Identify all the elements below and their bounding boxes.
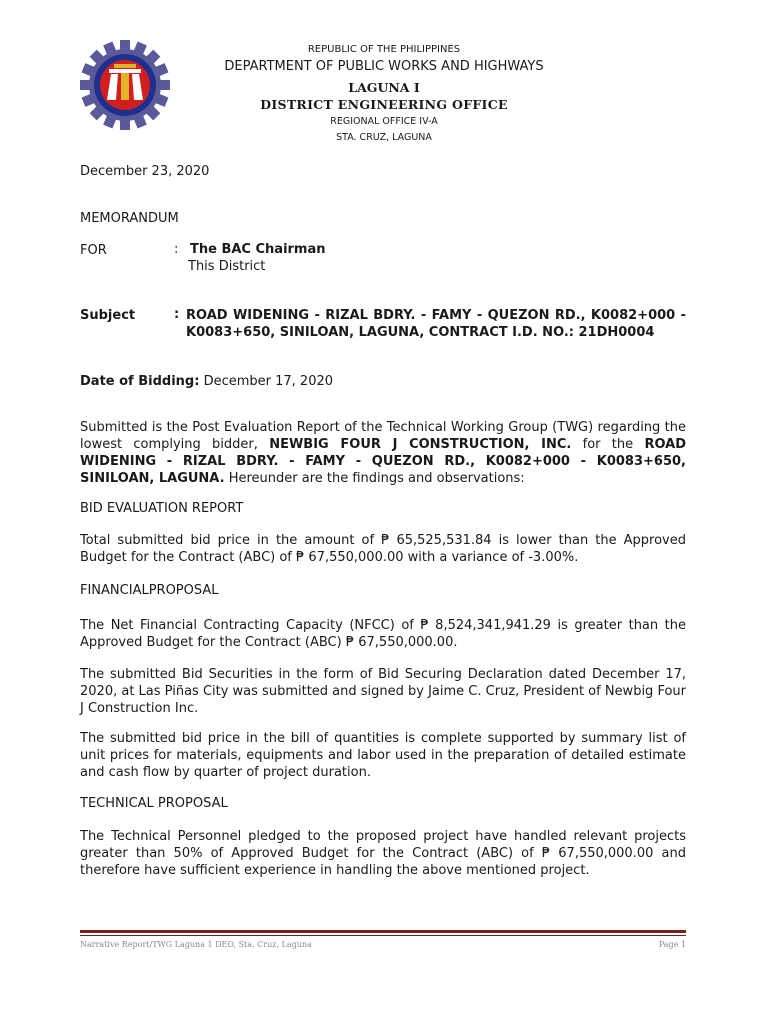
memo-for-value: The BAC Chairman: [190, 242, 326, 257]
header-office: DISTRICT ENGINEERING OFFICE: [260, 97, 508, 112]
header-district-name: LAGUNA I: [348, 80, 420, 95]
bidding-label: Date of Bidding:: [80, 374, 200, 389]
paragraph-nfcc: The Net Financial Contracting Capacity (NFCC) of ₱ 8,524,341,941.29 is greater than the Approved Budget for the Contract (ABC) ₱ 67,550,000.00.: [80, 618, 686, 650]
memo-for-value-2: This District: [188, 259, 266, 274]
paragraph-technical-personnel: The Technical Personnel pledged to the proposed project have handled relevant projects greater than 50% of Approved Budget for the Contract (ABC) of ₱ 67,550,000.00 and therefore have sufficient experience in handling the above mentioned project.: [80, 829, 686, 878]
memo-for-colon: :: [174, 242, 179, 257]
memo-date: December 23, 2020: [80, 164, 210, 179]
intro-text-3: Hereunder are the findings and observations:: [228, 471, 525, 486]
header-regional-office: REGIONAL OFFICE IV-A: [330, 116, 438, 127]
header-location: STA. CRUZ, LAGUNA: [336, 132, 432, 143]
section-heading-technical: TECHNICAL PROPOSAL: [80, 796, 228, 811]
footer-page-number: Page 1: [658, 940, 686, 949]
intro-paragraph: [80, 419, 686, 487]
section-heading-bid-evaluation: BID EVALUATION REPORT: [80, 501, 244, 516]
header-republic: REPUBLIC OF THE PHILIPPINES: [307, 44, 461, 55]
header-department: DEPARTMENT OF PUBLIC WORKS AND HIGHWAYS: [224, 59, 544, 74]
section-heading-financial: FINANCIALPROPOSAL: [80, 583, 219, 598]
memo-type: MEMORANDUM: [80, 211, 179, 226]
bidding-value: December 17, 2020: [203, 374, 334, 389]
intro-text-1: Submitted is the Post Evaluation Report of the Technical Working Group (TWG) regarding the lowest complying bidder,: [80, 420, 686, 452]
memo-subject-label: Subject: [80, 308, 136, 323]
intro-project: ROAD WIDENING - RIZAL BDRY. - FAMY - QUEZON RD., K0082+000 - K0083+650, SINILOAN, LAGUNA.: [80, 437, 687, 486]
memo-subject-value: ROAD WIDENING - RIZAL BDRY. - FAMY - QUEZON RD., K0082+000 - K0083+650, SINILOAN, LAGUNA, CONTRACT I.D. NO.: 21DH0004: [186, 308, 686, 340]
memo-subject-colon: :: [174, 307, 180, 322]
footer-rule-thin: [80, 935, 686, 936]
paragraph-bill-of-quantities: The submitted bid price in the bill of quantities is complete supported by summary list of unit prices for materials, equipments and labor used in the preparation of detailed estimate and cash flow by quarter of project duration.: [80, 731, 686, 780]
intro-bidder: NEWBIG FOUR J CONSTRUCTION, INC.: [269, 437, 572, 452]
paragraph-bid-securities: The submitted Bid Securities in the form of Bid Securing Declaration dated December 17, 2020, at Las Piñas City was submitted and signed by Jaime C. Cruz, President of Newbig Four J Construction Inc.: [80, 667, 686, 716]
memo-for-label: FOR: [80, 243, 107, 258]
memo-date-of-bidding: [80, 373, 333, 390]
intro-text-2: for the: [582, 437, 634, 452]
footer-document-name: Narrative Report/TWG Laguna 1 DEO, Sta. Cruz, Laguna: [80, 940, 312, 949]
footer-rule: [80, 930, 686, 933]
paragraph-bid-price: Total submitted bid price in the amount of ₱ 65,525,531.84 is lower than the Approved Budget for the Contract (ABC) of ₱ 67,550,000.00 with a variance of -3.00%.: [80, 533, 686, 565]
